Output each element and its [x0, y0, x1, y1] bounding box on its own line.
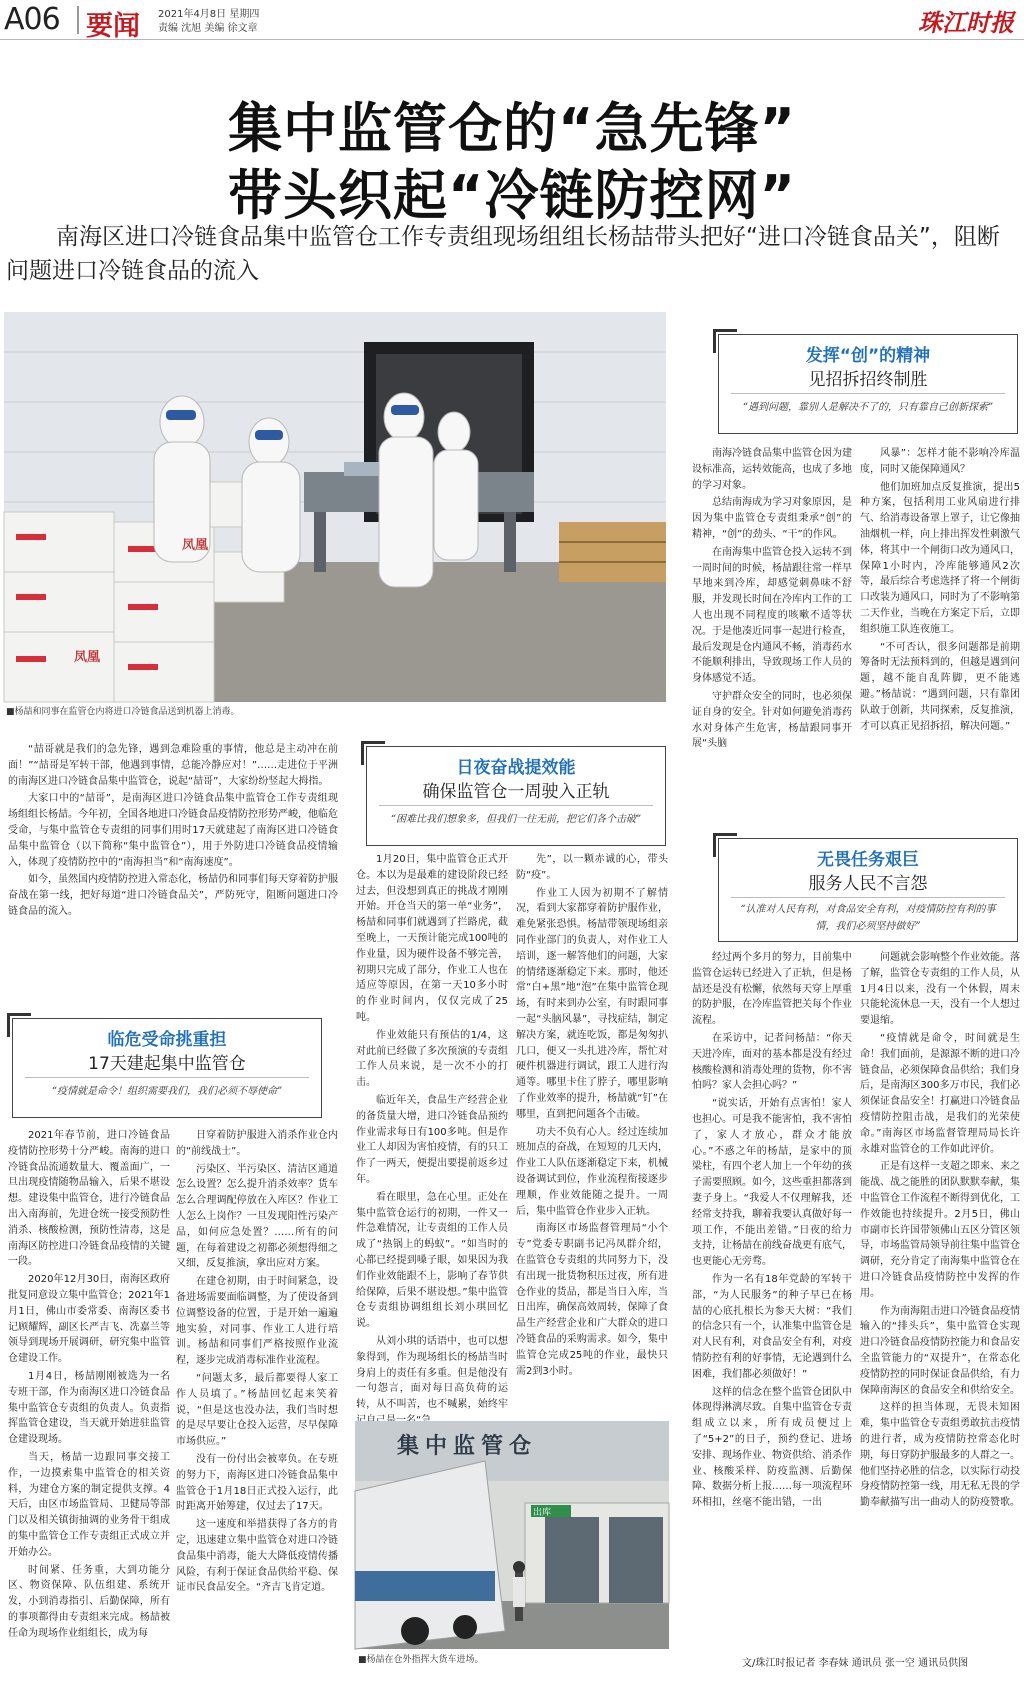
paragraph: 从刘小琪的话语中，也可以想象得到，作为现场组长的杨喆当时身肩上的责任有多重。但是他没有一句怨言，面对每日高负荷的运转，从不叫苦，也不喊累，始终牢	[356, 1335, 508, 1411]
section-name: 要闻	[86, 11, 140, 42]
paragraph: 在采访中，记者问杨喆：“你天天进冷库，面对的基本都是没有经过核酸检测和消毒处理的货物，你不害怕吗？家人会担心吗？”	[692, 1032, 852, 1092]
paragraph: 大家口中的“喆哥”，是南海区进口冷链食品集中监管仓工作专责组现场组组长杨喆。今年初，全国各地进口冷链食品疫情防控形势严峻，他临危受命，与集中监管仓专责组的同事们用时17天就建起了南海区进口冷链食品集中监管仓（以下简称“集中监管仓”），用于外防进口冷链食品疫情输入，体现了疫情防控中的“南海担当”和“南海速度”。	[8, 793, 338, 868]
box-divider	[731, 393, 1005, 394]
text-column-2	[176, 1128, 338, 1648]
text-column-3	[356, 852, 508, 1412]
box-kicker: 临危受命挑重担	[107, 1030, 227, 1050]
paragraph: 总结南海成为学习对象原因，是因为集中监管仓专责组秉承“创”的精神，“创”的劲头、“干”的作风。	[692, 497, 852, 540]
main-photo-illustration	[4, 312, 666, 702]
box-title: 确保监管仓一周驶入正轨	[422, 782, 610, 802]
box-title: 服务人民不言怨	[808, 874, 928, 894]
paragraph: “喆哥就是我们的急先锋，遇到急难险重的事情，他总是主动冲在前面！”“喆哥是军转干部，他遇到事情，总能冷静应对！”……走进位于平洲的南海区进口冷链食品集中监管仓，说起“喆哥”，大家纷纷竖起大拇指。	[8, 744, 338, 787]
text-column-6	[860, 446, 1020, 830]
paragraph: 先”，以一颗赤诚的心，带头防“疫”。	[516, 854, 668, 881]
masthead	[0, 0, 1024, 40]
box-kicker: 发挥“创”的精神	[805, 346, 931, 366]
masthead-divider	[77, 6, 79, 34]
section-box-creativity	[718, 334, 1018, 434]
exit-sign: 出库	[533, 1508, 552, 1518]
paragraph: 风暴”：怎样才能不影响冷库温度，同时又能保障通风？	[860, 448, 1020, 475]
paragraph: 在南海集中监管仓投入运转不到一周时间的时候，杨喆跟往常一样早早地来到冷库，却感觉刺鼻味不舒服，并发现长时间在冷库内工作的工人也出现不同程度的咳嗽不适等状况。于是他凑近同事一起进行检查，最后发现是仓内通风不畅，消毒药水不能顺利排出，导致现场工作人员的身体感觉不适。	[692, 546, 852, 685]
section-box-efficiency	[366, 746, 666, 846]
issue-date: 2021年4月8日 星期四	[158, 9, 260, 20]
paragraph: 作业工人因为初期不了解情况，看到大家都穿着防护服作业，难免紧张恐惧。杨喆带领现场组亲同作业部门的负责人，对作业工人培训，逐一解答他们的问题，大家的情绪逐渐稳定下来。那时，他还常“白+黑”地“泡”在集中监管仓现场，有时来到办公室，有时跟同事一起“头脑风暴”，寻找症结，制定解决方案，就连吃饭，都是匆匆扒几口，便又一头扎进冷库，帮忙对硬件机器进行调试，跟工人进行沟通等。哪里卡住了脖子，哪里影响了作业效率的提升，杨喆就“钉”在哪里，直到把问题各个击破。	[516, 887, 668, 1120]
paragraph: 临近年关，食品生产经营企业的备货量大增，进口冷链食品预约作业需求每日有100多吨。但是作业工人却因为害怕疫情，有的只工作了一两天，便提出要提前返乡过年。	[356, 1094, 508, 1185]
masthead-meta	[158, 8, 259, 36]
box-kicker: 无畏任务艰巨	[817, 850, 919, 870]
headline-line-1: 集中监管仓的“急先锋”	[228, 97, 796, 160]
byline-credit: 文/珠江时报记者 李春妹 通讯员 张一空 通讯员供图	[742, 1658, 969, 1669]
section-box-duty	[12, 1018, 322, 1118]
box-quote: “认准对人民有利，对食品安全有利，对疫情防控有利的事情，我们必须坚持做好”	[740, 904, 996, 932]
paragraph: 功夫不负有心人。经过连续加班加点的奋战，在短短的几天内，作业工人队伍逐渐稳定下来，机械设备调试到位，作业流程衔接逐步理顺，作业效能随之提升。一周后，集中监管仓作业步入正轨。	[516, 1126, 668, 1217]
paragraph: 没有一份付出会被辜负。在专班的努力下，南海区进口冷链食品集中监管仓于1月18日正式投入运行，此时距离开始筹建，仅过去了17天。	[176, 1453, 338, 1513]
paragraph: 2021年春节前，进口冷链食品疫情防控形势十分严峻。南海的进口冷链食品流通数量大、覆盖面广，一旦出现疫情随物品输入，后果不堪设想。建设集中监管仓，进行冷链食品出入南海前，先进仓统一接受预防性消杀、核酸检测，预防性清毒，这是南海区防控进口冷链食品疫情的关键一段。	[8, 1130, 170, 1268]
box-label: 凤凰	[74, 650, 101, 665]
paragraph: 作为一名有18年党龄的军转干部，“为人民服务”的种子早已在杨喆的心底扎根长为参天大树：“我们的信念只有一个，认准集中监管仓是对人民有利，对食品安全有利，对疫情防控有利的好事情，无论遇到什么困难，我们都必须做好！”	[692, 1273, 852, 1380]
text-column-1	[8, 1128, 170, 1648]
paragraph: 污染区、半污染区、清洁区通道怎么设置？怎么提升消杀效率？货车怎么合理调配停放在入库区？作业工人怎么上岗作？一旦发现阳性污染产品，如何应急处置？……所有的问题，在每着建设之初都必须想得细之又细，反复推演，拿出应对方案。	[176, 1163, 338, 1270]
text-column-4	[516, 852, 668, 1412]
paragraph: 时间紧、任务重，大到功能分区、物资保障、队伍组建、系统开发，小到消毒指引、后勤保障，所有的事项都得由专责组来完成。杨喆被任命为现场作业组组长，成为每	[8, 1564, 170, 1639]
paragraph: 作为南海阻击进口冷链食品疫情输入的“排头兵”，集中监管仓实现进口冷链食品疫情防控能力和食品安全监管能力的“双提升”，在常态化疫情防控的同时保证食品供给，有力保障南海区的食品安全和供给安全。	[860, 1305, 1020, 1396]
box-quote: “困难比我们想象多，但我们一往无前，把它们各个击破”	[390, 814, 642, 825]
paragraph: 经过两个多月的努力，目前集中监管仓运转已经进入了正轨，但是杨喆还是没有松懈，依然每天穿上厚重的防护服，在冷库监管把关每个作业流程。	[692, 952, 852, 1027]
box-divider	[25, 1077, 309, 1078]
paragraph: 日穿着防护服进入消杀作业仓内的“前线战士”。	[176, 1130, 338, 1157]
page-number: A06	[4, 2, 60, 37]
box-title: 17天建起集中监管仓	[88, 1054, 246, 1074]
truck-photo	[355, 1421, 669, 1649]
text-column-8	[860, 950, 1020, 1640]
headline-line-2: 带头织起“冷链防控网”	[228, 164, 796, 227]
paragraph: 南海区市场监督管理局“小个专”党委专职副书记冯凤群介绍，在监管仓专责组的共同努力下，没有出现一批货物积压过夜，所有进仓作业的货品，都是当日入库，当日出库，确保高效周转，保障了食品生产经营企业和广大群众的进口冷链食品的采购需求。如今，集中监管仓完成25吨的作业，最快只需2到3小时。	[516, 1223, 668, 1377]
main-photo-caption: ■杨喆和同事在监管仓内将进口冷链食品送到机器上消毒。	[6, 707, 240, 717]
paragraph: “说实话，开始有点害怕！家人也担心。可是我不能害怕，我不害怕了，家人才放心，群众才能放心。”不惑之年的杨喆，是家中的顶梁柱，有四个老人加上一个年幼的孩子需要照顾。如今，这些重担都落到妻子身上。“我爱人不仅理解我，还经常支持我，聊着我要认真做好每一项工作，不能出差错。”日夜的给力支持，让杨喆在前线奋战更有底气，也更能心无旁骛。	[692, 1098, 852, 1268]
paragraph: 他们加班加点反复推演，提出5种方案，包括利用工业风扇进行排气、给消毒设备罩上罩子，让它像抽油烟机一样，向上排出挥发性刺激气体，将其中一个闸街口改为通风口，保障1小时内，冷库能够通风2次等，最后综合考虑选择了将一个闸街口改装为通风口，同时为了不影响第二天作业，当晚在方案定下后，立即组织施工队连夜施工。	[860, 481, 1020, 635]
paragraph: 问题就会影响整个作业效能。落了解，监管仓专责组的工作人员，从1月4日以来，没有一个休假，周末只能轮流休息一天，没有一个人想过要退缩。	[860, 952, 1020, 1027]
box-quote: “遇到问题，靠别人是解决不了的，只有靠自己创新探索”	[742, 402, 994, 413]
paragraph: 在建仓初期，由于时间紧急，设备进场需要面临调整，为了使设备到位调整设备的位置，于是开始一遍遍地实验，对同事、作业工人进行培训。杨喆和同事们严格按照作业流程，逐步完成消毒标准作业流程。	[176, 1276, 338, 1367]
paragraph: 这样的信念在整个监管仓团队中体现得淋漓尽致。自集中监管仓专责组成立以来，所有成员便过上了“5+2”的日子，预约登记、进场安排、现场作业、物资供给、消杀作业、核酸采样、防疫监测、后勤保障、数据分析上报……每一项流程环环相扣，丝毫不能出错，一出	[692, 1386, 852, 1509]
paragraph: 2020年12月30日，南海区政府批复同意设立集中监管仓；2021年1月1日，佛山市委常委、南海区委书记顾耀辉，副区长严吉飞、冼嘉兰等领导到现场开展调研，研究集中监管仓建设工作。	[8, 1274, 170, 1365]
paragraph: 南海冷链食品集中监管仓因为建设标准高，运转效能高，也成了多地的学习对象。	[692, 448, 852, 491]
text-column-7	[692, 950, 852, 1640]
box-title: 见招拆招终制胜	[808, 370, 928, 390]
paragraph: 守护群众安全的同时，也必须保证自身的安全。针对如何避免消毒药水对身体产生危害，杨喆跟同事开展“头脑	[692, 690, 852, 750]
paragraph: “不可否认，很多问题都是前期筹备时无法预料到的，但越是遇到问题，越不能自乱阵脚，更不能逃避。”杨喆说：“遇到问题，只有靠团队敢于创新，共同探索，反复推演，才可以真正见招拆招，解决问题。”	[860, 641, 1020, 732]
paragraph: 看在眼里，急在心里。正处在集中监管仓运行的初期，一件又一件急难情况，让专责组的工作人员成了“热锅上的蚂蚁”。“如当时的心都已经提到嗓子眼，如果因为我们作业效能跟不上，影响了春节供给保障，后果不堪设想。”集中监管仓专责组协调组组长刘小琪回忆说。	[356, 1191, 508, 1330]
paragraph: 正是有这样一支超之即来、来之能战、战之能胜的团队默默奉献，集中监管仓工作流程不断得到优化，工作效能也持续提升。2月5日，佛山市副市长许国带领佛山五区分管区领导，市场监管局领导前往集中监管仓调研，充分肯定了南海集中监管仓在进口冷链食品疫情防控中发挥的作用。	[860, 1161, 1020, 1299]
paragraph: 这样的担当体现，无畏未知困难，集中监管仓专责组勇敢抗击疫情的进行者，成为疫情防控常态化时期，每日穿防护服最多的人群之一。他们坚持必胜的信念，以实际行动投身疫情防控第一线，用无私无畏的学勤奉献描写出一曲动人的防疫赞歌。	[860, 1402, 1020, 1509]
paragraph: 当天，杨喆一边跟同事交接工作，一边摸索集中监管仓的相关资料，为建仓方案的制定提供支撑。4天后，由区市场监管局、卫健局等部门以及相关镇街抽调的业务骨干组成的集中监管仓工作专责组正式成立并开始办公。	[8, 1451, 170, 1558]
paragraph: 如今，虽然国内疫情防控进入常态化，杨喆仍和同事们每天穿着防护服奋战在第一线，把好每道“进口冷链食品关”，严防死守，阻断问题进口冷链食品的流入。	[8, 874, 338, 917]
lead-text	[8, 742, 338, 1004]
editor-line: 责编 沈旭 美编 徐文章	[158, 23, 258, 34]
text-column-5	[692, 446, 852, 830]
paragraph: “问题太多，最后都要得人家工作人员填了。”杨喆回忆起来笑着说，“但是这也没办法，我们当时想的是尽早要让仓投入运营，尽早保障市场供应。”	[176, 1372, 338, 1448]
box-kicker: 日夜奋战提效能	[456, 758, 576, 778]
warehouse-sign: 集中监管仓	[397, 1434, 538, 1459]
paragraph: “疫情就是命令，时间就是生命！我们面前，是源源不断的进口冷链食品，必须保障食品供给；我们身后，是南海区300多万市民，我们必须保证食品安全！打赢进口冷链食品疫情防控阻击战，是我们的光荣使命。”南海区市场监督管理局局长许永雄对监管仓的工作如此评价。	[860, 1032, 1020, 1155]
box-divider	[379, 805, 653, 806]
paragraph: 1月20日，集中监管仓正式开仓。本以为是最难的建设阶段已经过去，但没想到真正的挑战才刚刚开始。开仓当天的第一单“业务”，杨喆和同事们就遇到了拦路虎，截至晚上，一天预计能完成100吨的作业量，因为硬件设备不够完善，初期只完成了部分，作业工人也在适应等原因，在第一天10多小时的作业时间内，仅仅完成了25吨。	[356, 854, 508, 1023]
paragraph: 这一速度和举措获得了各方的肯定，迅速建立集中监管仓对进口冷链食品集中消毒，能大大降低疫情传播风险，有利于保证食品供给平稳、保证市民食品安全。“齐吉飞肯定道。	[176, 1519, 338, 1594]
paper-logo: 珠江时报	[918, 8, 1014, 37]
box-divider	[731, 897, 1005, 898]
main-photo	[4, 312, 666, 702]
paragraph: 1月4日，杨喆刚刚被选为一名专班干部，作为南海区进口冷链食品集中监管仓专责组的负责人。负责指挥监管仓建设，当天就开始进驻监管仓建设现场。	[8, 1370, 170, 1446]
box-label: 凤凰	[182, 538, 209, 553]
paragraph: 作业效能只有预估的1/4，这对此前已经做了多次预演的专责组工作人员来说，是一次不小的打击。	[356, 1029, 508, 1089]
truck-photo-caption: ■杨喆在仓外指挥大货车进场。	[358, 1655, 484, 1665]
box-quote: “疫情就是命令！组织需要我们，我们必须不辱使命”	[51, 1086, 283, 1097]
subheadline: 南海区进口冷链食品集中监管仓工作专责组现场组组长杨喆带头把好“进口冷链食品关”，阻断问题进口冷链食品的流入	[6, 224, 1000, 284]
section-box-service	[718, 838, 1018, 942]
